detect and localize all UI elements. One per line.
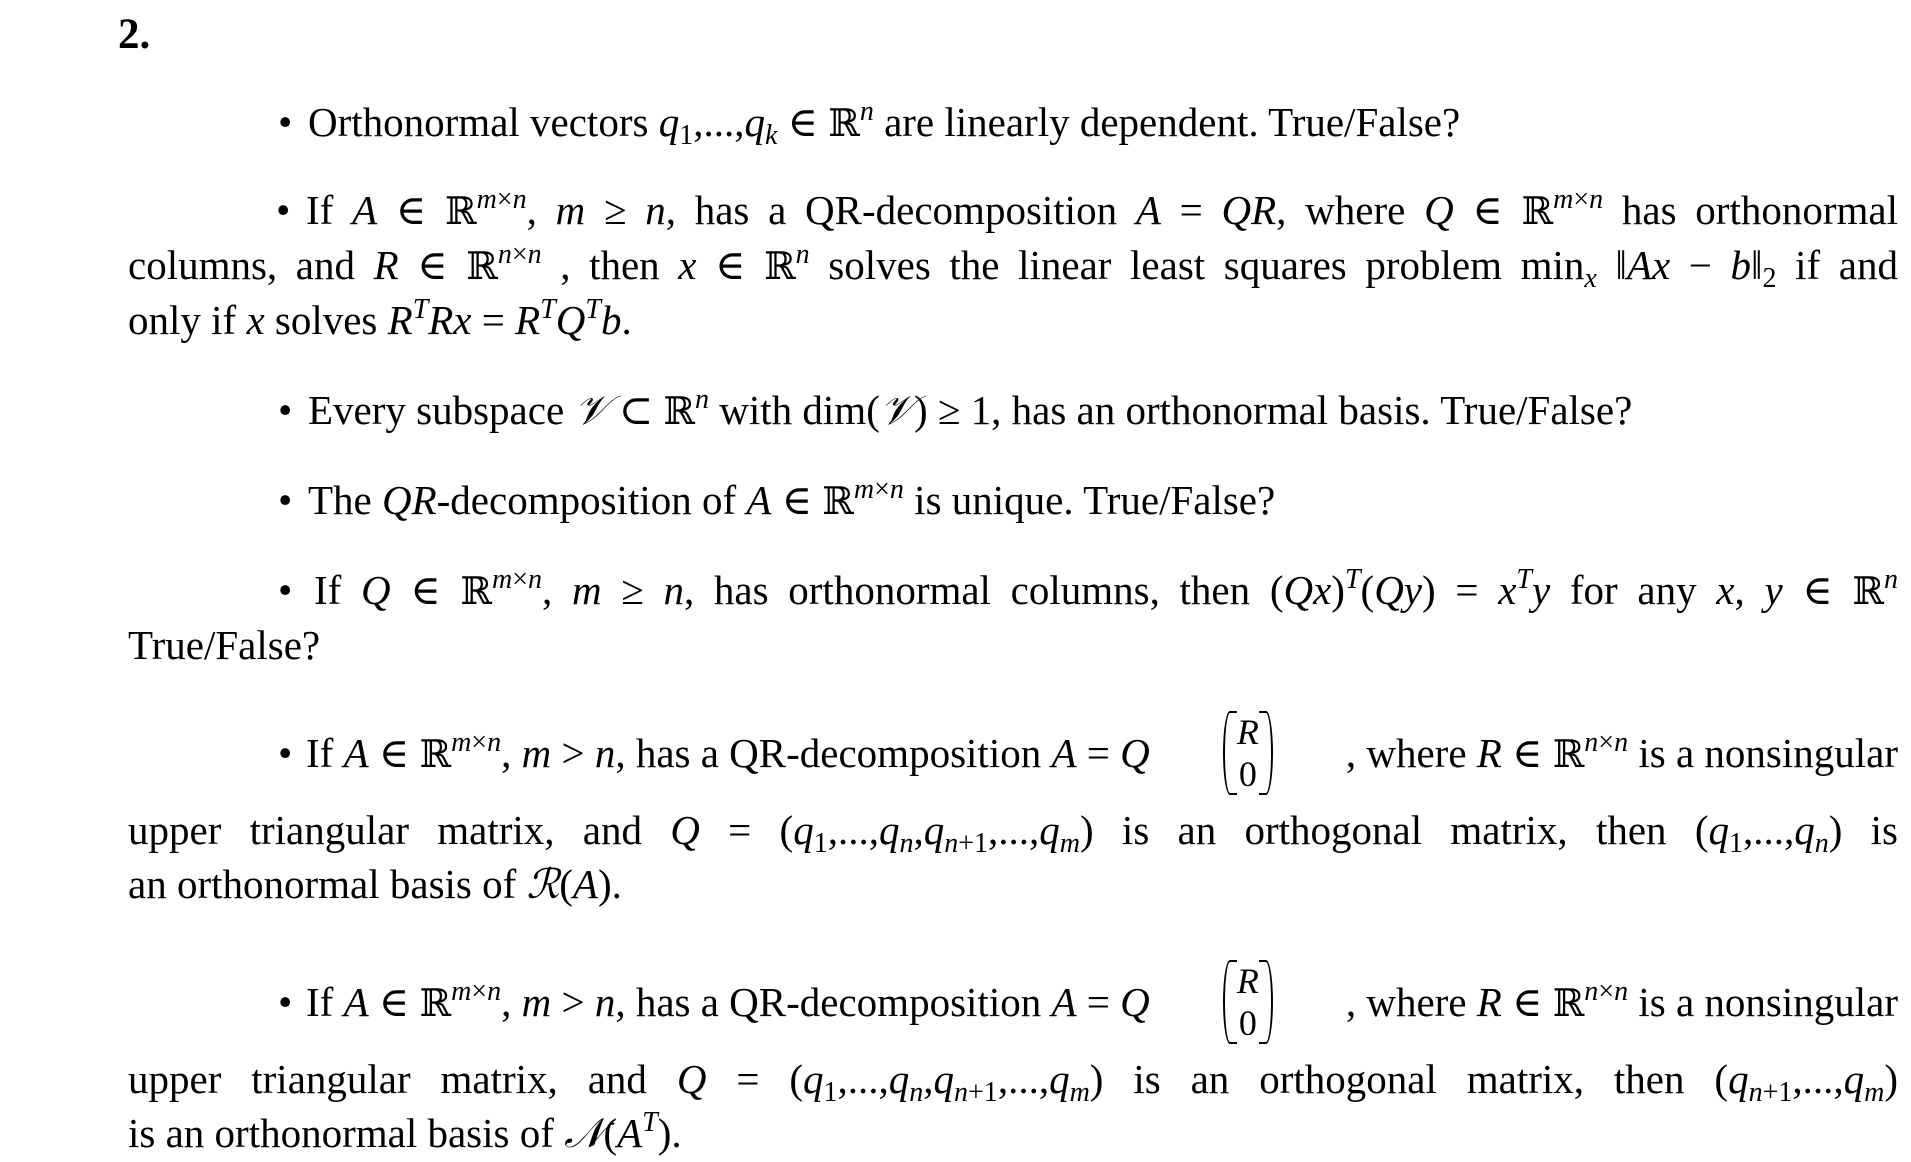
question-3-line-1: • Every subspace 𝒱 ⊂ ℝ$^n$ with dim(𝒱) ≥ 1, has an orthonormal basis. True/False? [278,384,1633,434]
block-matrix-r-zero: R 0 [1223,711,1273,795]
question-item-3 [128,383,1898,438]
question-5-line-1: • If Q ∈ ℝ$^{m\times n}$, m ≥ n, has orthonormal columns, then $(Qx)^T(Qy) = x^Ty$ for any x, y ∈ ℝ$^n$ [278,564,1898,613]
question-2-line-2: columns, and R ∈ ℝ$^{n\times n}$ , then x ∈ ℝ$^n$ solves the linear least squares problem $\min_x$ ‖Ax − $b‖_2$ if and [128,239,1899,294]
question-item-2 [128,183,1898,347]
question-2-line-1: • If A ∈ ℝ$^{m\times n}$, m ≥ n, has a QR-decomposition A = QR, where Q ∈ ℝ$^{m\times n}$ has orthonormal [276,184,1898,233]
question-1-line-1: • Orthonormal vectors $q_1,...,q_k$ ∈ ℝ$^n$ are linearly dependent. True/False? [278,96,1461,151]
question-2-line-3: only if x solves $R^TRx = R^TQ^Tb$. [128,294,632,343]
question-6-line-2: upper triangular matrix, and $Q = (q_1,...,q_n,q_{n+1},...,q_m)$ is an orthogonal matrix, then $(q_1,...,q_n)$ is [128,807,1899,859]
question-6-line-3: an orthonormal basis of ℛ(A). [128,860,622,908]
problem-number: 2. [118,11,151,58]
question-5-line-2: True/False? [128,622,321,668]
question-item-7 [128,952,1898,1160]
block-matrix-r-zero: R 0 [1223,960,1273,1044]
question-7-line-2: upper triangular matrix, and $Q = (q_1,...,q_n,q_{n+1},...,q_m)$ is an orthogonal matrix, then $(q_{n+1},...,q_m)$ [128,1056,1898,1108]
question-4-line-1: • The QR-decomposition of A ∈ ℝ$^{m\times n}$ is unique. True/False? [278,474,1276,523]
question-6-line-1: • If A ∈ ℝ$^{m\times n}$, m > n, has a QR-decomposition A = Q R 0 , where R ∈ ℝ$^{n\times n}$ is a nonsingular [278,712,1898,794]
question-7-line-1: • If A ∈ ℝ$^{m\times n}$, m > n, has a QR-decomposition A = Q R 0 , where R ∈ ℝ$^{n\times n}$ is a nonsingular [278,961,1898,1043]
question-item-5 [128,563,1898,672]
question-item-6 [128,703,1898,911]
question-7-line-3: is an orthonormal basis of $𝒩(A^T)$. [128,1107,682,1157]
question-item-1 [128,95,1898,150]
question-item-4 [128,473,1898,528]
